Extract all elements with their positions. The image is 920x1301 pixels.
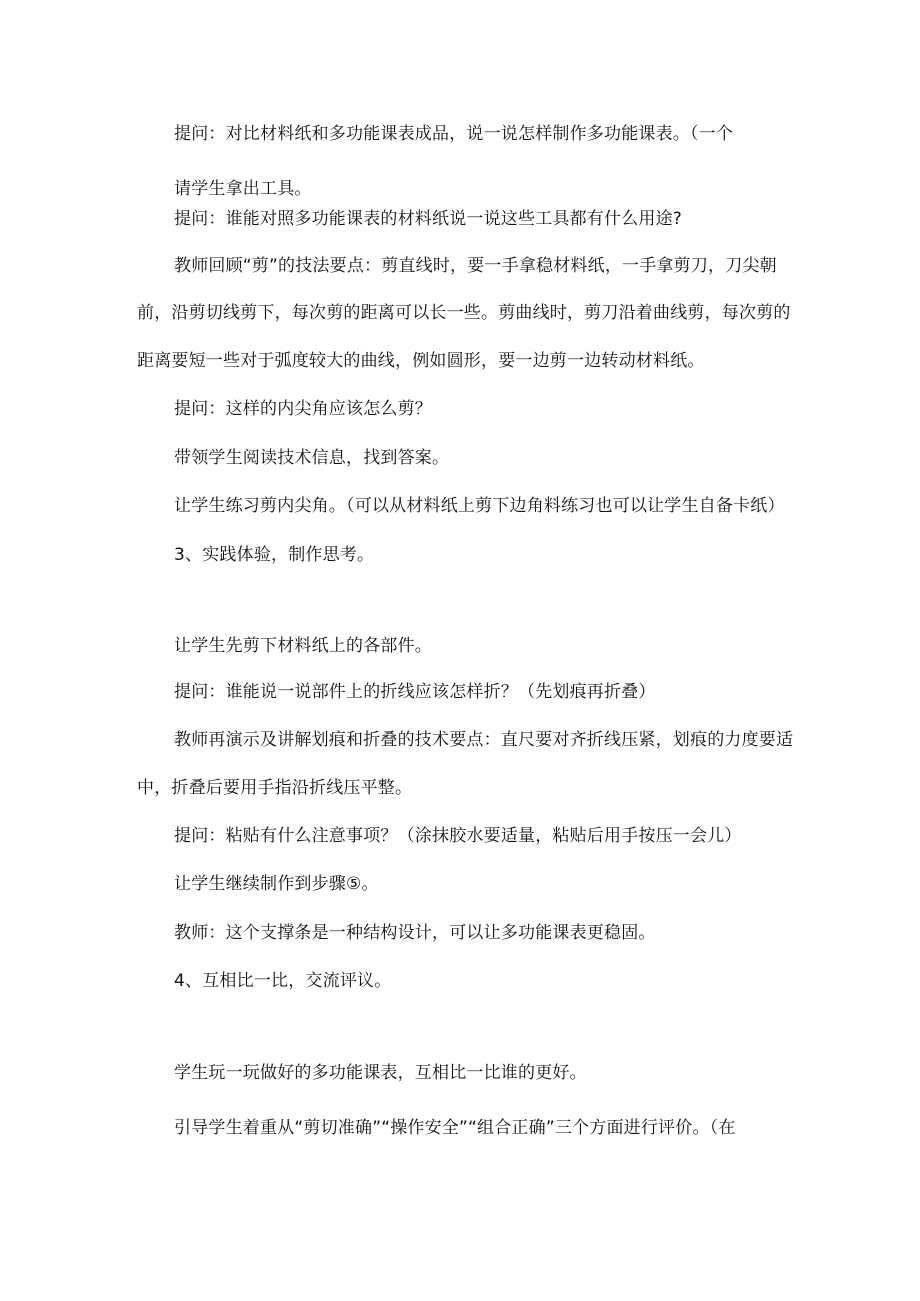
section-heading: 3、实践体验，制作思考。 bbox=[174, 545, 375, 565]
paragraph-line: 教师：这个支撑条是一种结构设计，可以让多功能课表更稳固。 bbox=[174, 923, 656, 943]
paragraph-line: 让学生继续制作到步骤⑤。 bbox=[174, 874, 379, 894]
paragraph-line: 提问：粘贴有什么注意事项？（涂抹胶水要适量，粘贴后用手按压一会儿） bbox=[174, 826, 742, 846]
paragraph-line: 教师回顾“剪”的技法要点：剪直线时，要一手拿稳材料纸，一手拿剪刀，刀尖朝 bbox=[174, 256, 777, 276]
section-heading: 4、互相比一比，交流评议。 bbox=[174, 971, 392, 991]
paragraph-line: 让学生练习剪内尖角。（可以从材料纸上剪下边角料练习也可以让学生自备卡纸） bbox=[174, 496, 785, 516]
paragraph-line: 提问：谁能说一说部件上的折线应该怎样折？（先划痕再折叠） bbox=[174, 682, 656, 702]
paragraph-line: 提问：谁能对照多功能课表的材料纸说一说这些工具都有什么用途? bbox=[174, 209, 683, 229]
paragraph-line: 引导学生着重从“剪切准确”“操作安全”“组合正确”三个方面进行评价。（在 bbox=[174, 1118, 736, 1138]
paragraph-line: 距离要短一些对于弧度较大的曲线，例如圆形，要一边剪一边转动材料纸。 bbox=[137, 351, 705, 371]
paragraph-line: 让学生先剪下材料纸上的各部件。 bbox=[174, 636, 432, 656]
paragraph-line: 学生玩一玩做好的多功能课表，互相比一比谁的更好。 bbox=[174, 1063, 587, 1083]
paragraph-line: 带领学生阅读技术信息，找到答案。 bbox=[174, 448, 450, 468]
paragraph-line: 中，折叠后要用手指沿折线压平整。 bbox=[137, 778, 413, 798]
paragraph-line: 请学生拿出工具。 bbox=[174, 179, 312, 199]
paragraph-line: 前，沿剪切线剪下，每次剪的距离可以长一些。剪曲线时，剪刀沿着曲线剪，每次剪的 bbox=[137, 303, 791, 323]
paragraph-line: 提问：这样的内尖角应该怎么剪？ bbox=[174, 399, 432, 419]
paragraph-line: 提问：对比材料纸和多功能课表成品，说一说怎样制作多功能课表。（一个 bbox=[174, 124, 734, 144]
paragraph-line: 教师再演示及讲解划痕和折叠的技术要点：直尺要对齐折线压紧，划痕的力度要适 bbox=[174, 730, 794, 750]
